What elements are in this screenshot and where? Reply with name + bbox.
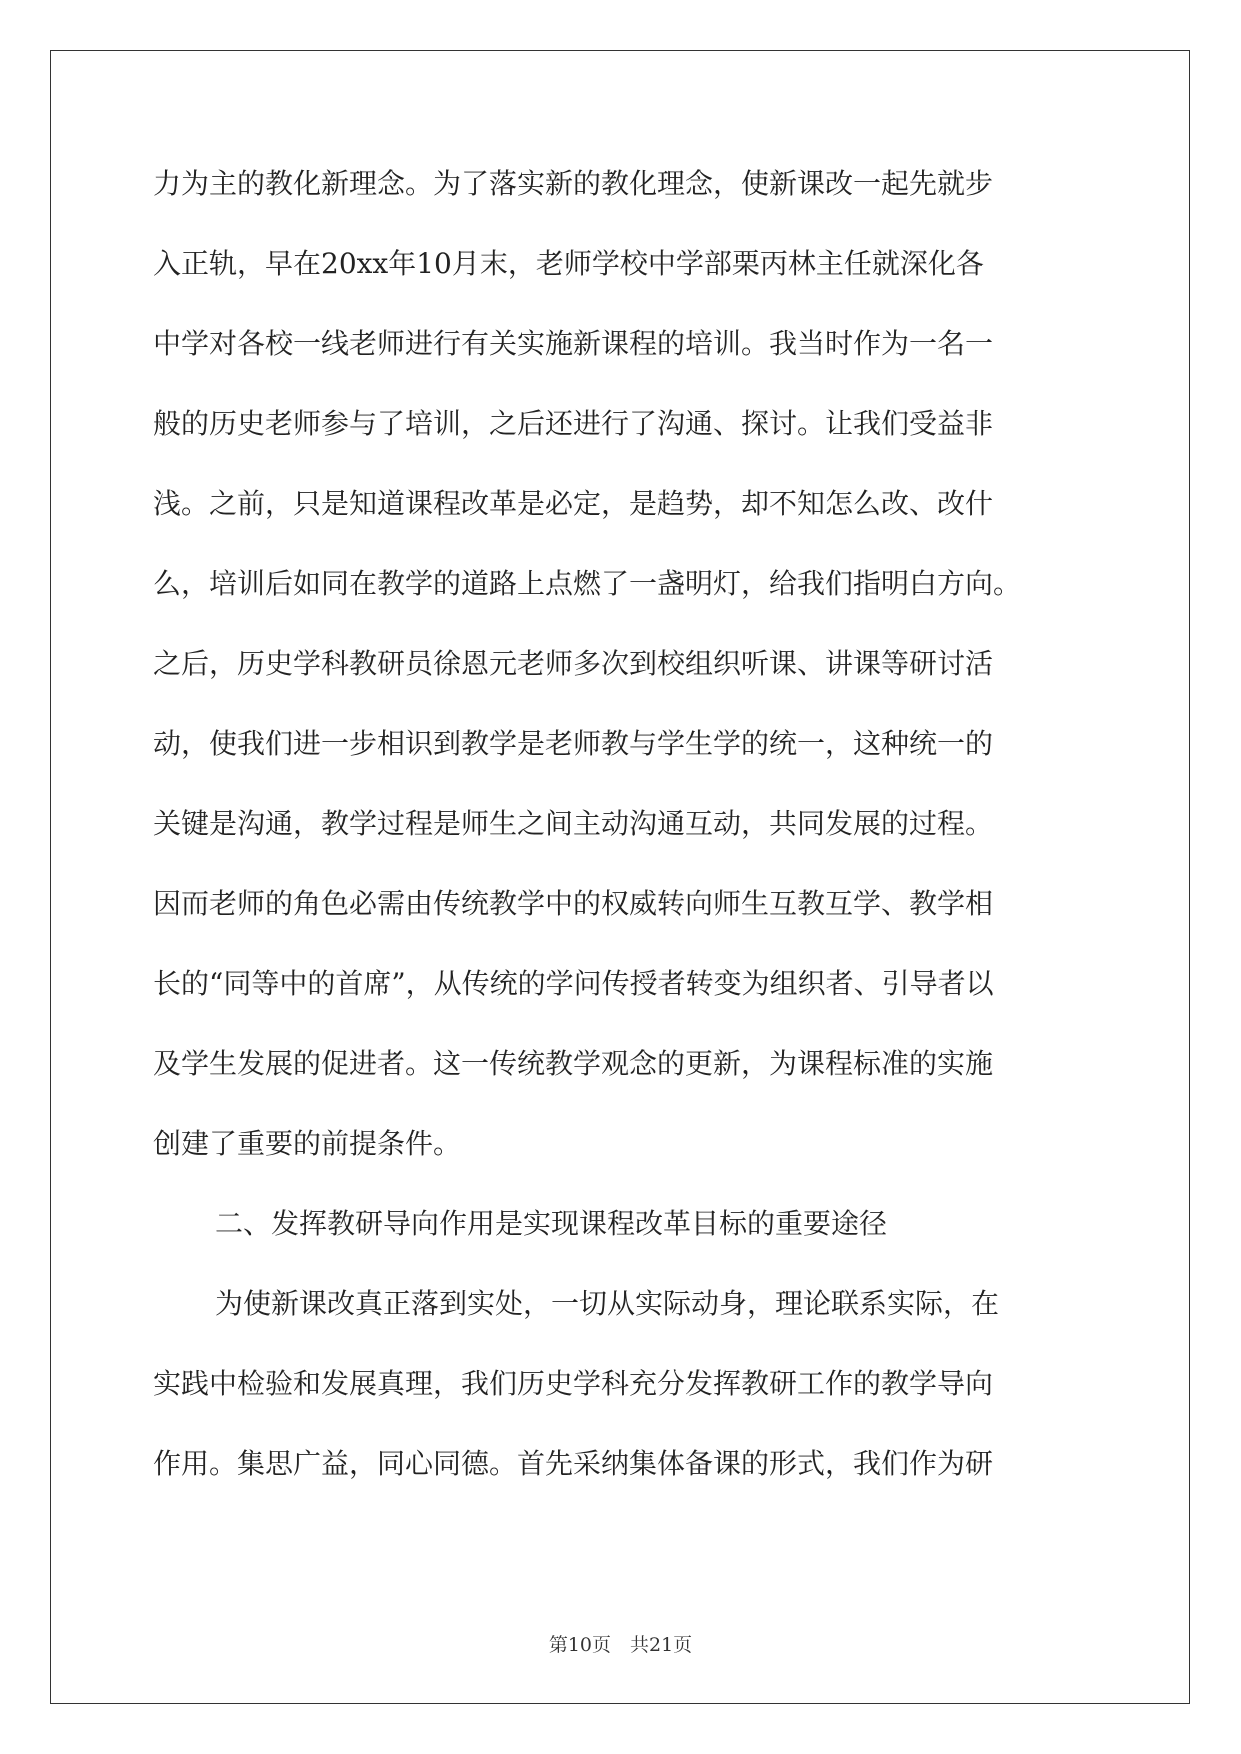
- page-number-footer: 第10页 共21页: [548, 1634, 693, 1656]
- text-line: 作用。集思广益，同心同德。首先采纳集体备课的形式，我们作为研: [153, 1447, 994, 1480]
- text-line: 因而老师的角色必需由传统教学中的权威转向师生互教互学、教学相: [153, 887, 994, 920]
- text-line: 长的“同等中的首席”，从传统的学问传授者转变为组织者、引导者以: [153, 967, 994, 1000]
- text-line: 实践中检验和发展真理，我们历史学科充分发挥教研工作的教学导向: [153, 1367, 994, 1400]
- paragraph-first-line: 为使新课改真正落到实处，一切从实际动身，理论联系实际，在: [215, 1287, 1000, 1320]
- text-line: 入正轨，早在20xx年10月末，老师学校中学部栗丙林主任就深化各: [153, 247, 984, 280]
- text-line: 浅。之前，只是知道课程改革是必定，是趋势，却不知怎么改、改什: [153, 487, 994, 520]
- body-text: [153, 160, 1093, 1520]
- text-line: 创建了重要的前提条件。: [153, 1127, 462, 1160]
- text-line: 么，培训后如同在教学的道路上点燃了一盏明灯，给我们指明白方向。: [153, 567, 1022, 600]
- text-line: 关键是沟通，教学过程是师生之间主动沟通互动，共同发展的过程。: [153, 807, 994, 840]
- text-line: 中学对各校一线老师进行有关实施新课程的培训。我当时作为一名一: [153, 327, 994, 360]
- text-line: 之后，历史学科教研员徐恩元老师多次到校组织听课、讲课等研讨活: [153, 647, 994, 680]
- text-line: 力为主的教化新理念。为了落实新的教化理念，使新课改一起先就步: [153, 167, 994, 200]
- section-heading: 二、发挥教研导向作用是实现课程改革目标的重要途径: [215, 1207, 888, 1240]
- text-line: 动，使我们进一步相识到教学是老师教与学生学的统一，这种统一的: [153, 727, 994, 760]
- text-line: 及学生发展的促进者。这一传统教学观念的更新，为课程标准的实施: [153, 1047, 994, 1080]
- text-line: 般的历史老师参与了培训，之后还进行了沟通、探讨。让我们受益非: [153, 407, 994, 440]
